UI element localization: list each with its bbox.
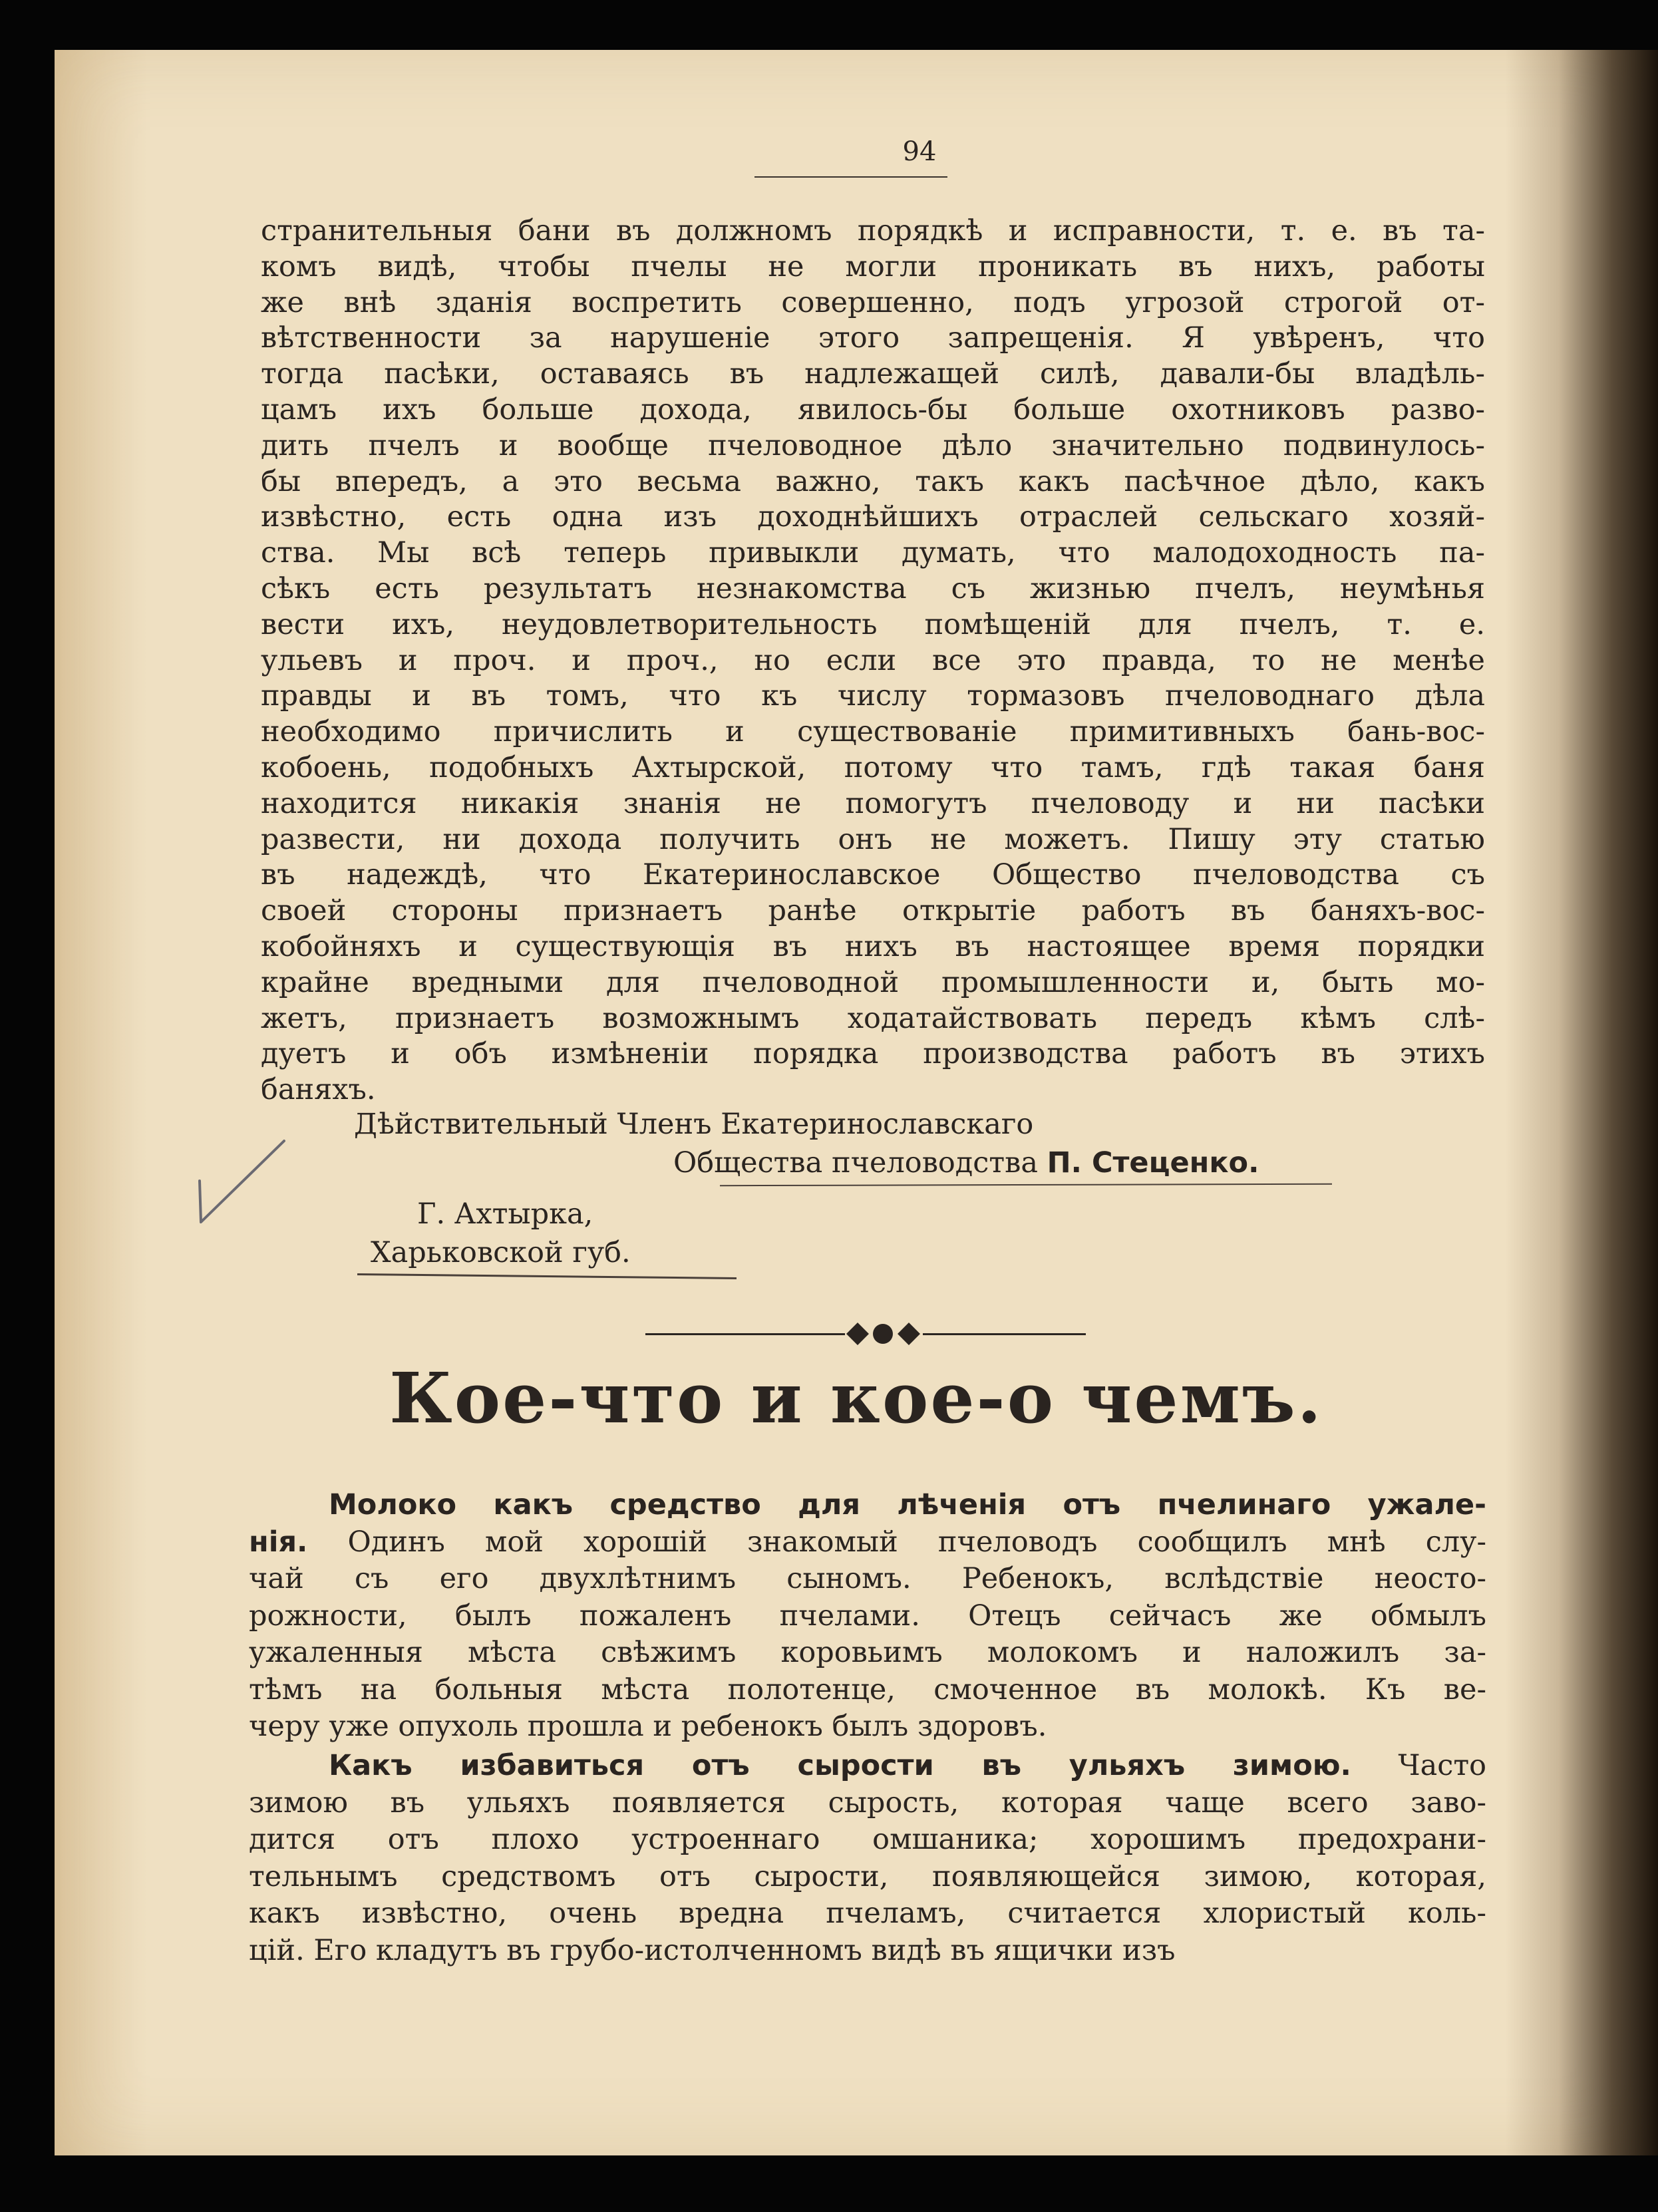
- ornament-line-right: [923, 1333, 1086, 1335]
- letter-line: правды и въ томъ, что къ числу тормазовъ пчеловоднаго дѣла: [261, 679, 1485, 713]
- paragraph-heading-line: [329, 1748, 1486, 1784]
- letter-line: цамъ ихъ больше дохода, явилось-бы больше охотниковъ разво-: [261, 393, 1485, 426]
- paragraph-text: Одинъ мой хорошій знакомый пчеловодъ сообщилъ мнѣ слу-: [347, 1525, 1487, 1559]
- signature-society-text: Общества пчеловодства: [673, 1146, 1038, 1180]
- paragraph-line: [249, 1524, 1486, 1560]
- letter-line: же внѣ зданія воспретить совершенно, подъ угрозой строгой от-: [261, 285, 1485, 319]
- paragraph-line: чай съ его двухлѣтнимъ сыномъ. Ребенокъ, вслѣдствіе неосто-: [249, 1562, 1486, 1595]
- paragraph-heading: Какъ избавиться отъ сырости въ ульяхъ зимою.: [329, 1749, 1351, 1782]
- letter-line: дить пчелъ и вообще пчеловодное дѣло значительно подвинулось-: [261, 428, 1485, 462]
- ornament-dot: [873, 1324, 893, 1344]
- paragraph-heading: Молоко какъ средство для лѣченія отъ пчелинаго ужале-: [329, 1488, 1486, 1521]
- paragraph-heading-end: нія.: [249, 1525, 308, 1559]
- paragraph-line: ужаленныя мѣста свѣжимъ коровьимъ молокомъ и наложилъ за-: [249, 1636, 1486, 1669]
- signature-author: П. Стеценко.: [1047, 1146, 1259, 1180]
- letter-line: извѣстно, есть одна изъ доходнѣйшихъ отраслей сельскаго хозяй-: [261, 500, 1485, 534]
- paragraph-line: рожности, былъ пожаленъ пчелами. Отецъ сейчасъ же обмылъ: [249, 1599, 1486, 1633]
- signature-rule: [720, 1184, 1332, 1186]
- letter-line: вести ихъ, неудовлетворительность помѣщеній для пчелъ, т. е.: [261, 607, 1485, 641]
- letter-line: въ надеждѣ, что Екатеринославское Общество пчеловодства съ: [261, 858, 1485, 892]
- letter-line: кобойняхъ и существующія въ нихъ въ настоящее время порядки: [261, 930, 1485, 963]
- paragraph-line: дится отъ плохо устроеннаго омшаника; хорошимъ предохрани-: [249, 1823, 1486, 1856]
- letter-line: развести, ни дохода получить онъ не можетъ. Пишу эту статью: [261, 822, 1485, 856]
- letter-line: ульевъ и проч. и проч., но если все это правда, то не менѣе: [261, 643, 1485, 677]
- pencil-checkmark-icon: [134, 1114, 307, 1274]
- book-page: [55, 50, 1658, 2155]
- page-number-rule: [754, 176, 947, 178]
- letter-line: находится никакія знанія не помогутъ пчеловоду и ни пасѣки: [261, 786, 1485, 820]
- letter-line: баняхъ.: [261, 1073, 376, 1107]
- letter-line: вѣтственности за нарушеніе этого запрещенія. Я увѣренъ, что: [261, 321, 1485, 355]
- letter-line: кобоень, подобныхъ Ахтырской, потому что тамъ, гдѣ такая баня: [261, 751, 1485, 784]
- letter-line: сѣкъ есть результатъ незнакомства съ жизнью пчелъ, неумѣнья: [261, 572, 1485, 605]
- letter-line: дуетъ и объ измѣненіи порядка производства работъ въ этихъ: [261, 1037, 1485, 1071]
- place-rule: [357, 1273, 737, 1279]
- letter-line: крайне вредными для пчеловодной промышленности и, быть мо-: [261, 965, 1485, 999]
- letter-line: жетъ, признаетъ возможнымъ ходатайствовать передъ кѣмъ слѣ-: [261, 1001, 1485, 1035]
- ornament-diamond-right: [898, 1323, 920, 1345]
- paragraph-line: тѣмъ на больныя мѣста полотенце, смоченное въ молокѣ. Къ ве-: [249, 1672, 1486, 1706]
- place-province: Харьковской губ.: [371, 1236, 631, 1269]
- letter-line: странительныя бани въ должномъ порядкѣ и исправности, т. е. въ та-: [261, 214, 1485, 247]
- signature-society: [673, 1146, 1259, 1180]
- paragraph-line: черу уже опухоль прошла и ребенокъ былъ здоровъ.: [249, 1710, 1047, 1743]
- letter-line: бы впередъ, а это весьма важно, такъ какъ пасѣчное дѣло, какъ: [261, 464, 1485, 498]
- letter-line: тогда пасѣки, оставаясь въ надлежащей силѣ, давали-бы владѣль-: [261, 357, 1485, 391]
- letter-line: необходимо причислить и существованіе примитивныхъ бань-вос-: [261, 715, 1485, 749]
- letter-line: своей стороны признаетъ ранѣе открытіе работъ въ баняхъ-вос-: [261, 894, 1485, 928]
- paragraph-text: Часто: [1398, 1749, 1487, 1782]
- letter-line: ства. Мы всѣ теперь привыкли думать, что малодоходность па-: [261, 536, 1485, 570]
- section-title: Кое-что и кое-о чемъ.: [389, 1357, 1323, 1439]
- paragraph-heading-line: [329, 1487, 1486, 1523]
- paragraph-line: тельнымъ средствомъ отъ сырости, появляющейся зимою, которая,: [249, 1859, 1486, 1893]
- ornament-diamond-left: [846, 1323, 869, 1345]
- binding-shadow: [1505, 50, 1658, 2155]
- place-city: Г. Ахтырка,: [417, 1197, 593, 1231]
- letter-line: комъ видѣ, чтобы пчелы не могли проникать въ нихъ, работы: [261, 249, 1485, 283]
- page-number: 94: [902, 136, 937, 167]
- paragraph-line: зимою въ ульяхъ появляется сырость, которая чаще всего заво-: [249, 1786, 1486, 1819]
- ornament-line-left: [645, 1333, 845, 1335]
- paragraph-line: какъ извѣстно, очень вредна пчеламъ, считается хлористый коль-: [249, 1897, 1486, 1930]
- page-edge-stain: [55, 50, 148, 2155]
- signature-title: Дѣйствительный Членъ Екатеринославскаго: [354, 1108, 1034, 1141]
- paragraph-line: цій. Его кладутъ въ грубо-истолченномъ видѣ въ ящички изъ: [249, 1933, 1176, 1967]
